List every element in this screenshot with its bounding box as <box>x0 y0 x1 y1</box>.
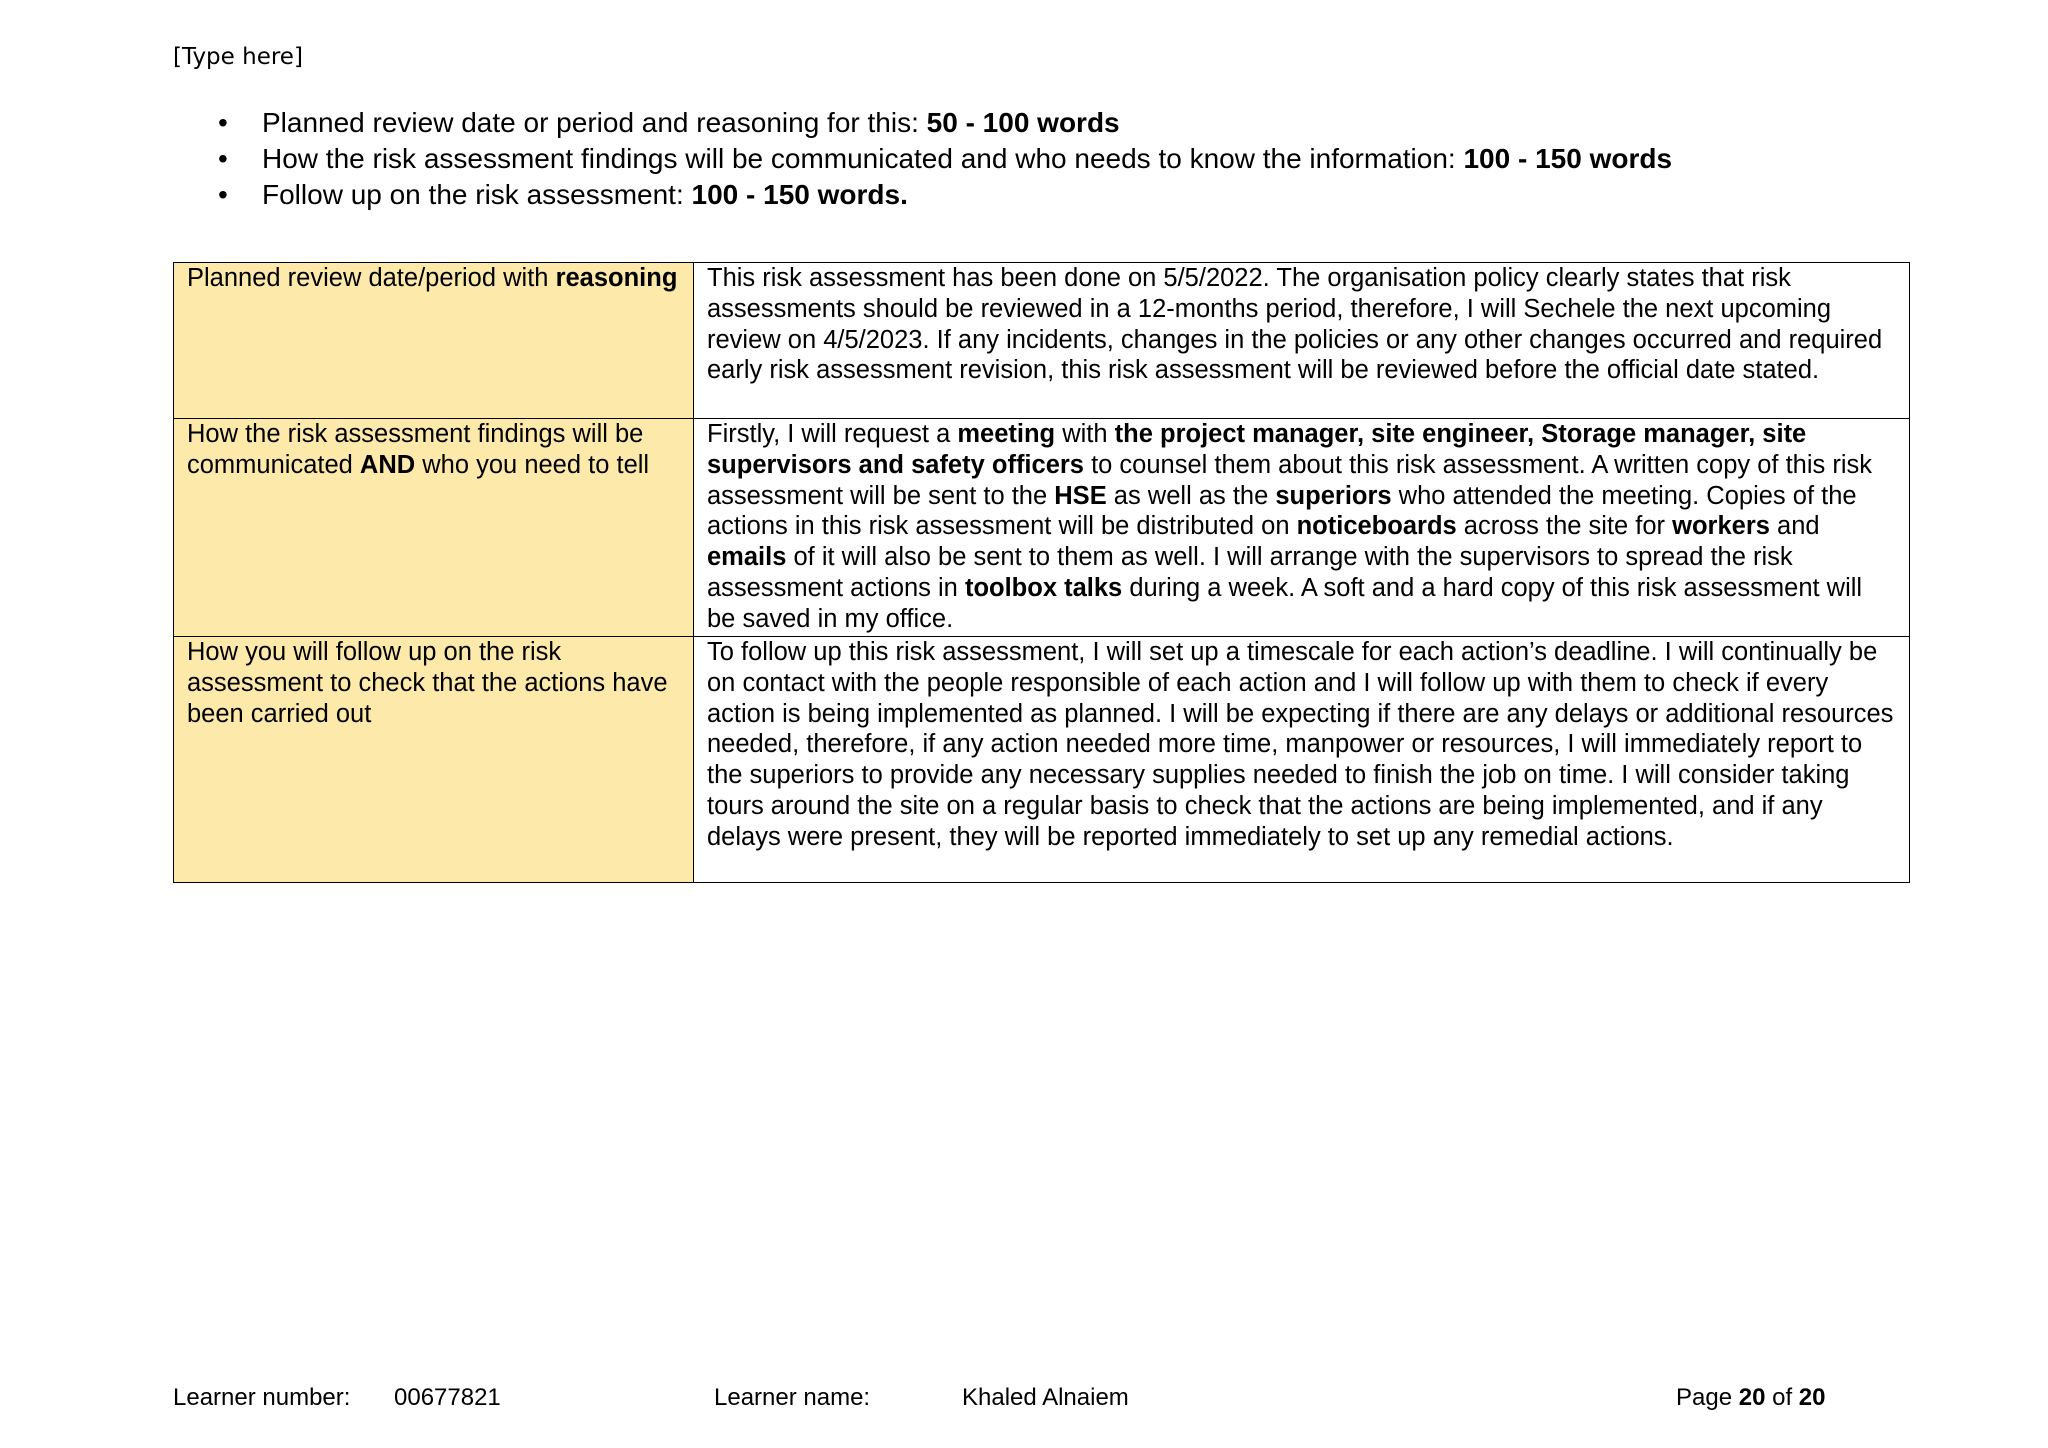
bold-text-run: toolbox talks <box>964 573 1123 602</box>
bold-text-run: superiors <box>1275 481 1392 510</box>
bullet-icon: • <box>218 143 228 174</box>
row-content-cell <box>694 263 1910 419</box>
header-placeholder: [Type here] <box>173 44 303 70</box>
text-run: to counsel them about this risk assessment. A written copy of this risk assessment will be sent to the <box>707 450 1872 510</box>
requirement-text: Follow up on the risk assessment: <box>262 179 692 210</box>
text-run: across the site for <box>1456 512 1673 541</box>
learner-number: 00677821 <box>394 1384 501 1411</box>
row-label-cell <box>174 637 694 883</box>
text-run: and <box>1769 512 1820 541</box>
table-row <box>174 419 1910 637</box>
learner-name-label: Learner name: <box>714 1384 871 1411</box>
bold-text-run: emails <box>707 543 787 572</box>
text-run: with <box>1055 420 1115 448</box>
text-run: To follow up this risk assessment, I will set up a timescale for each action’s deadline. I will continually be on contact with the people responsible of each action and I will follow up with them to check if every action is being implemented as planned. I will be expecting if there are any delays or additional resources needed, therefore, if any action needed more time, manpower or resources, I will immediately report to the superiors to provide any necessary supplies needed to finish the job on time. I will consider taking tours around the site on a regular basis to check that the actions are being implemented, and if any delays were present, they will be reported immediately to set up any remedial actions. <box>707 638 1894 851</box>
bold-text-run: workers <box>1672 512 1770 541</box>
learner-number-label: Learner number: <box>173 1384 351 1411</box>
page-current: 20 <box>1738 1384 1766 1411</box>
text-run: as well as the <box>1106 481 1276 510</box>
bold-text-run: meeting <box>957 420 1056 448</box>
bullet-icon: • <box>218 107 228 138</box>
page-total: 20 <box>1798 1384 1826 1411</box>
row-label-cell <box>174 419 694 637</box>
page-number <box>1676 1384 1825 1412</box>
requirements-list <box>218 105 1672 213</box>
risk-assessment-table <box>173 262 1910 883</box>
table-row <box>174 637 1910 883</box>
text-run: of it will also be sent to them as well. I will arrange with the supervisors to spread the risk assessment actions in <box>707 543 1793 602</box>
table-row <box>174 263 1910 419</box>
requirement-item <box>218 141 1672 177</box>
bold-text-run: AND <box>359 450 416 479</box>
bold-text-run: noticeboards <box>1296 512 1457 541</box>
bullet-icon: • <box>218 179 228 210</box>
learner-name: Khaled Alnaiem <box>962 1384 1129 1411</box>
text-run: How you will follow up on the risk assessment to check that the actions have been carried out <box>187 638 668 728</box>
text-run: Firstly, I will request a <box>707 420 958 448</box>
text-run: How the risk assessment findings will be communicated <box>187 420 644 479</box>
text-run: who attended the meeting. Copies of the actions in this risk assessment will be distributed on <box>707 481 1857 541</box>
requirement-text: Planned review date or period and reasoning for this: <box>262 107 927 138</box>
bold-text-run: reasoning <box>555 264 678 292</box>
requirement-word-count: 100 - 150 words <box>1463 143 1673 174</box>
requirement-text: How the risk assessment findings will be communicated and who needs to know the information: <box>262 143 1464 174</box>
page-word: Page <box>1676 1384 1739 1411</box>
text-run: This risk assessment has been done on 5/5/2022. The organisation policy clearly states that risk assessments should be reviewed in a 12-months period, therefore, I will Sechele the next upcoming review on 4/5/2023. If any incidents, changes in the policies or any other changes occurred and required early risk assessment revision, this risk assessment will be reviewed before the official date stated. <box>707 264 1883 385</box>
row-content-cell <box>694 419 1910 637</box>
bold-text-run: the project manager, site engineer, Storage manager, site supervisors and safety officers <box>707 420 1807 479</box>
bold-text-run: HSE <box>1054 481 1107 510</box>
text-run: who you need to tell <box>415 450 650 479</box>
row-label-cell <box>174 263 694 419</box>
requirement-item <box>218 177 1672 213</box>
page-of: of <box>1765 1384 1799 1411</box>
text-run: Planned review date/period with <box>187 264 556 292</box>
row-content-cell <box>694 637 1910 883</box>
requirement-word-count: 50 - 100 words <box>926 107 1120 138</box>
requirement-item <box>218 105 1672 141</box>
text-run: during a week. A soft and a hard copy of this risk assessment will be saved in my office. <box>707 573 1863 633</box>
requirement-word-count: 100 - 150 words. <box>691 179 908 210</box>
